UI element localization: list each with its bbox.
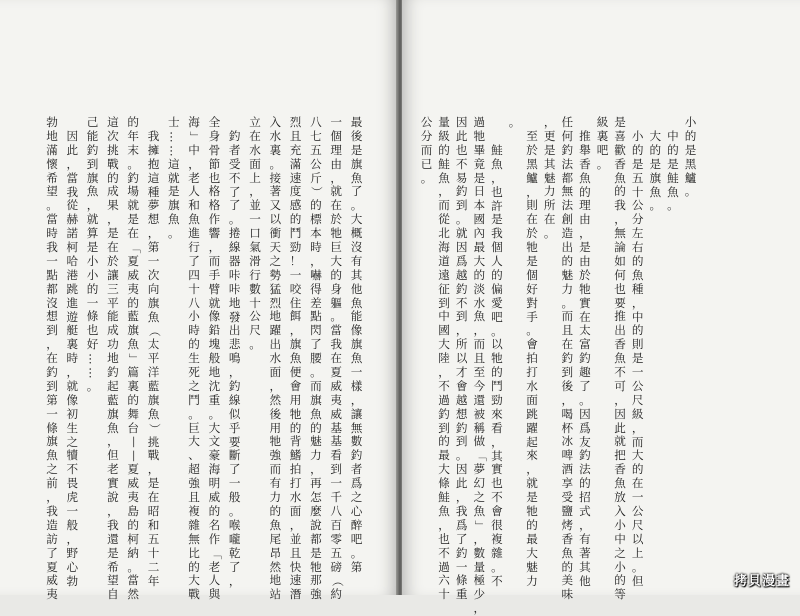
right-column-13: 過 牠 畢 竟 是 日 本 國 內 最 大 的 淡 水 魚 ， 而 且 至 今 還 被 稱 做 「 夢 幻 之 魚 」 ， 數 量 極 少 ， bbox=[473, 115, 488, 616]
watermark-logo: 拷貝漫畫 bbox=[733, 574, 790, 589]
right-column-6: 級 裏 吧 。 bbox=[596, 115, 609, 171]
left-column-5: 入 水 裏 。 接 著 又 以 衝 天 之 勢 猛 烈 地 躍 出 水 面 ， 然 後 用 牠 強 而 有 力 的 魚 尾 昂 然 地 站 bbox=[269, 115, 282, 602]
left-column-4: 烈 且 充 滿 速 度 感 的 鬥 勁 ！ 一 咬 住 餌 ， 旗 魚 便 會 用 牠 的 背 鰭 拍 打 水 面 ， 並 且 快 速 潛 bbox=[289, 115, 302, 602]
right-column-9: ， 更 是 其 魅 力 所 在 。 bbox=[543, 115, 556, 241]
left-column-12: 的 年 末 。 釣 場 就 是 在 「 夏 威 夷 的 藍 旗 魚 」 篇 裏 的 舞 台 — — 夏 威 夷 島 的 柯 納 。 當 然 bbox=[127, 115, 142, 602]
left-column-14: 己 能 釣 到 旗 魚 ， 就 算 是 小 小 的 一 條 也 好 … … 。 bbox=[86, 115, 101, 393]
right-column-3: 大 的 是 旗 魚 。 bbox=[649, 129, 662, 213]
left-column-16: 勃 地 滿 懷 希 望 。 當 時 我 一 點 都 沒 想 到 ， 在 釣 到 第 一 條 旗 魚 之 前 ， 我 造 訪 了 夏 威 夷 bbox=[46, 115, 58, 602]
left-column-13: 這 次 挑 戰 的 成 果 ， 是 在 於 讓 三 平 能 成 功 地 釣 起 藍 旗 魚 ， 但 老 實 說 ， 我 還 是 希 望 自 bbox=[107, 115, 119, 602]
left-column-6: 立 在 水 面 上 ， 並 一 口 氣 滑 行 數 十 公 尺 。 bbox=[249, 115, 261, 352]
left-column-10: 士 … … 這 就 是 旗 魚 。 bbox=[167, 115, 182, 241]
left-column-3: 八 七 五 公 斤 ） 的 標 本 時 ， 嚇 得 差 點 閃 了 腰 。 而 旗 魚 的 魅 力 ， 再 怎 麼 說 都 是 牠 那 強 bbox=[309, 115, 324, 602]
right-column-14: 因 此 也 不 易 釣 到 。 就 因 爲 越 釣 不 到 ， 所 以 才 會 越 想 釣 到 。 因 此 ， 我 爲 了 釣 一 條 重 bbox=[455, 115, 468, 602]
right-column-11: 。 bbox=[508, 115, 521, 129]
right-column-5: 是 喜 歡 香 魚 的 我 ， 無 論 如 何 也 要 推 出 香 魚 不 可 ， 因 此 就 把 香 魚 放 入 小 中 之 小 的 等 bbox=[614, 115, 626, 602]
left-column-1: 最 後 是 旗 魚 了 。 大 概 沒 有 其 他 魚 能 像 旗 魚 一 樣 ， 讓 無 數 釣 者 爲 之 心 醉 吧 。 第 bbox=[350, 115, 363, 574]
right-column-1: 小 的 是 黑 鱸 。 bbox=[684, 115, 697, 199]
right-column-4: 小 的 是 五 十 公 分 左 右 的 魚 種 ， 中 的 則 是 一 公 尺 級 ， 而 大 的 在 一 公 尺 以 上 。 但 bbox=[631, 129, 644, 588]
right-page bbox=[402, 0, 800, 616]
right-column-8: 任 何 釣 法 都 無 法 創 造 出 的 魅 力 。 而 且 在 釣 到 後 ， 喝 杯 冰 啤 酒 享 受 鹽 烤 香 魚 的 美 味 bbox=[561, 115, 574, 602]
left-column-2: 一 個 理 由 ， 就 在 於 牠 巨 大 的 身 軀 。 當 我 在 夏 威 夷 威 基 基 看 到 一 千 八 百 零 五 磅 （ 約 bbox=[330, 115, 345, 602]
left-column-9: 海 」 中 ， 老 人 和 魚 進 行 了 四 十 八 小 時 的 生 死 之 鬥 。 巨 大 、 超 強 且 複 雜 無 比 的 大 戰 bbox=[188, 115, 203, 602]
right-column-16: 公 分 而 已 。 bbox=[420, 115, 433, 185]
right-column-10: 至 於 黑 鱸 ， 則 在 於 牠 是 個 好 對 手 。 會 拍 打 水 面 跳 躍 起 來 ， 就 是 牠 的 最 大 魅 力 bbox=[526, 129, 538, 588]
right-column-15: 量 級 的 鮭 魚 ， 而 從 北 海 道 遠 征 到 中 國 大 陸 ， 不 過 釣 到 的 最 大 條 鮭 魚 ， 也 不 過 六 十 bbox=[438, 115, 450, 602]
left-column-7: 釣 者 受 不 了 了 。 捲 線 器 咔 咔 地 發 出 悲 鳴 ， 釣 線 似 乎 要 斷 了 一 般 。 喉 嚨 乾 了 ， bbox=[228, 129, 241, 588]
left-column-15: 因 此 ， 當 我 從 赫 諾 柯 哈 港 跳 進 遊 艇 裏 時 ， 就 像 初 生 之 犢 不 畏 虎 一 般 ， 野 心 勃 bbox=[66, 129, 79, 588]
right-column-12: 鮭 魚 ， 也 許 是 我 個 人 的 偏 愛 吧 。 以 牠 的 鬥 勁 來 看 ， 其 實 也 不 會 很 複 雜 。 不 bbox=[491, 143, 503, 588]
left-column-8: 全 身 骨 節 也 格 格 作 響 ， 而 手 臂 就 像 鉛 塊 般 地 沈 重 。 大 文 豪 海 明 威 的 名 作 「 老 人 與 bbox=[208, 115, 223, 602]
left-column-11: 我 擁 抱 這 種 夢 想 ， 第 一 次 向 旗 魚 （ 太 平 洋 藍 旗 魚 ） 挑 戰 ， 是 在 昭 和 五 十 二 年 bbox=[147, 129, 162, 588]
right-page-text bbox=[402, 0, 800, 616]
left-page bbox=[0, 0, 398, 602]
right-column-2: 中 的 是 鮭 魚 。 bbox=[667, 129, 679, 213]
left-page-text bbox=[0, 0, 398, 602]
right-column-7: 推 舉 香 魚 的 理 由 ， 是 由 於 牠 實 在 太 富 釣 趣 了 。 因 爲 友 釣 法 的 招 式 ， 有 著 其 他 bbox=[579, 129, 591, 588]
